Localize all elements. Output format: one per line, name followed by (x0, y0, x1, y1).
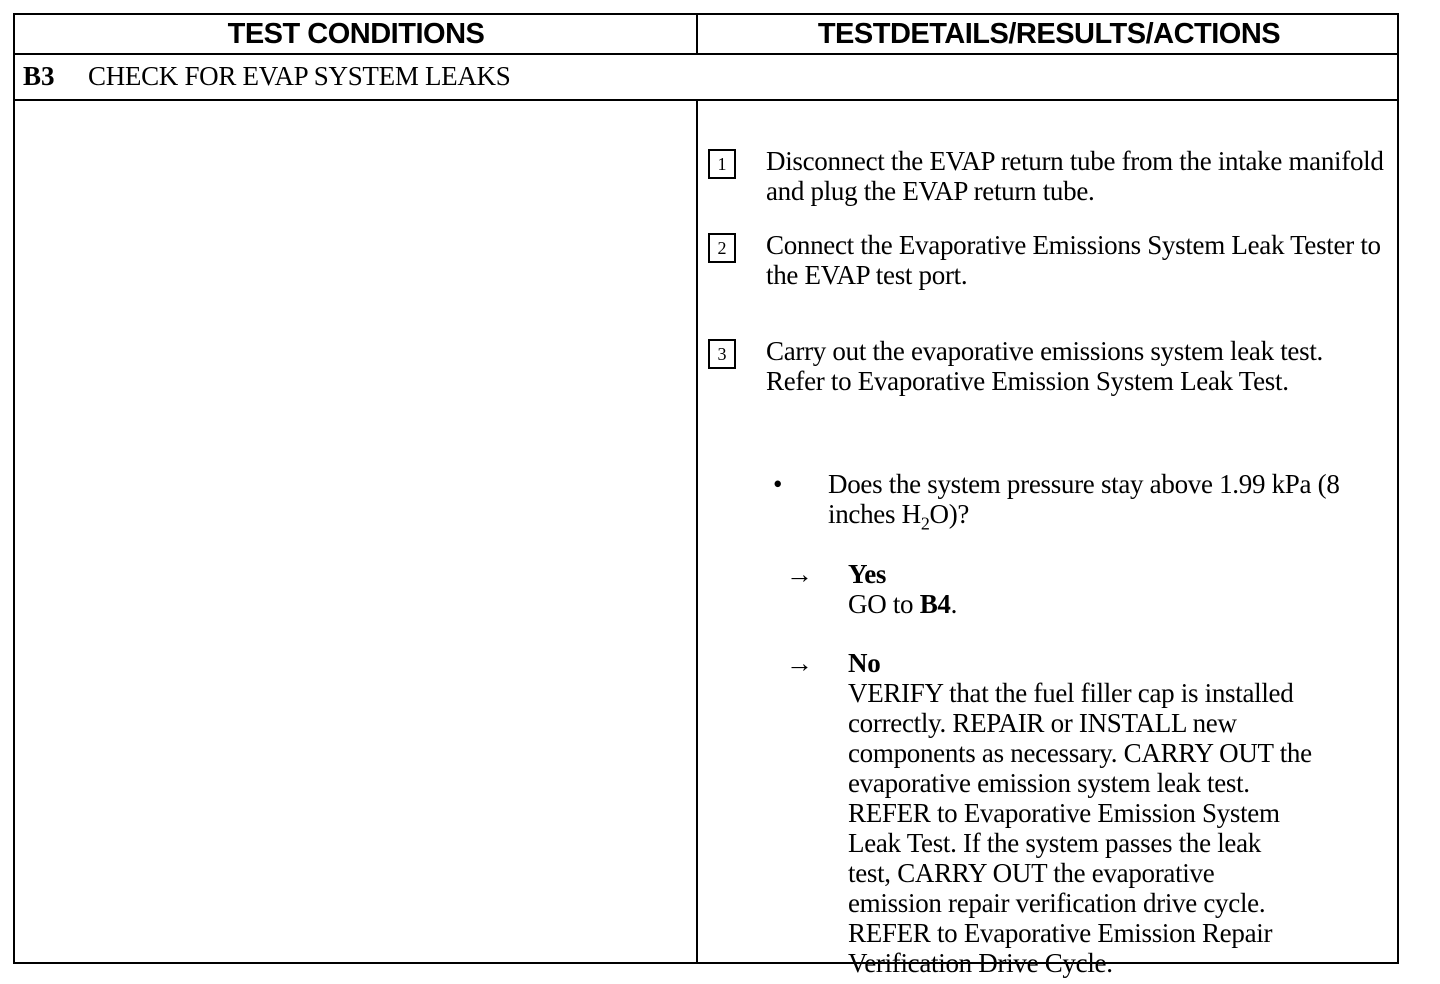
question-text-after: O)? (929, 499, 970, 529)
answer-yes (848, 559, 1393, 619)
answer-yes-arrow: → (786, 559, 813, 589)
section-id: B3 (23, 61, 55, 91)
question-text (828, 469, 1388, 538)
step-text: Carry out the evaporative emissions system leak test. Refer to Evaporative Emission System Leak Test. (766, 336, 1323, 396)
question-subscript: 2 (920, 513, 930, 534)
section-row (15, 55, 1397, 101)
test-details-cell (698, 101, 1398, 978)
answer-no-label: No (848, 648, 881, 678)
answer-yes-action (848, 589, 1393, 619)
table-header-row (15, 15, 1397, 55)
step-number-box: 3 (708, 339, 736, 369)
answer-yes-action-suffix: . (950, 589, 958, 619)
header-column-divider (696, 15, 698, 53)
step-number-box: 2 (708, 233, 736, 263)
answer-no-arrow: → (786, 648, 813, 678)
answer-no-action: VERIFY that the fuel filler cap is installed correctly. REPAIR or INSTALL new components as necessary. CARRY OUT the evaporative emission system leak test. REFER to Evaporative Emission System Leak Test. If the system passes the leak test, CARRY OUT the evaporative emission repair verification drive cycle. REFER to Evaporative Emission Repair Verification Drive Cycle. (848, 678, 1312, 978)
step-text: Disconnect the EVAP return tube from the intake manifold and plug the EVAP return tube. (766, 146, 1384, 206)
diagnostic-table (13, 13, 1399, 978)
answer-no (848, 648, 1393, 978)
question-text-before: Does the system pressure stay above 1.99 kPa (8 inches H (828, 469, 1340, 529)
step-text: Connect the Evaporative Emissions System Leak Tester to the EVAP test port. (766, 230, 1381, 290)
answer-yes-action-prefix: GO to (848, 589, 920, 619)
test-conditions-cell (15, 101, 696, 962)
question-bullet: • (773, 469, 783, 499)
header-test-details: TESTDETAILS/RESULTS/ACTIONS (817, 18, 1281, 50)
header-test-conditions: TEST CONDITIONS (227, 18, 485, 50)
step-number-box: 1 (708, 149, 736, 179)
answer-yes-label: Yes (848, 559, 887, 589)
section-title: CHECK FOR EVAP SYSTEM LEAKS (88, 61, 511, 91)
answer-yes-goto-ref: B4 (919, 589, 951, 619)
